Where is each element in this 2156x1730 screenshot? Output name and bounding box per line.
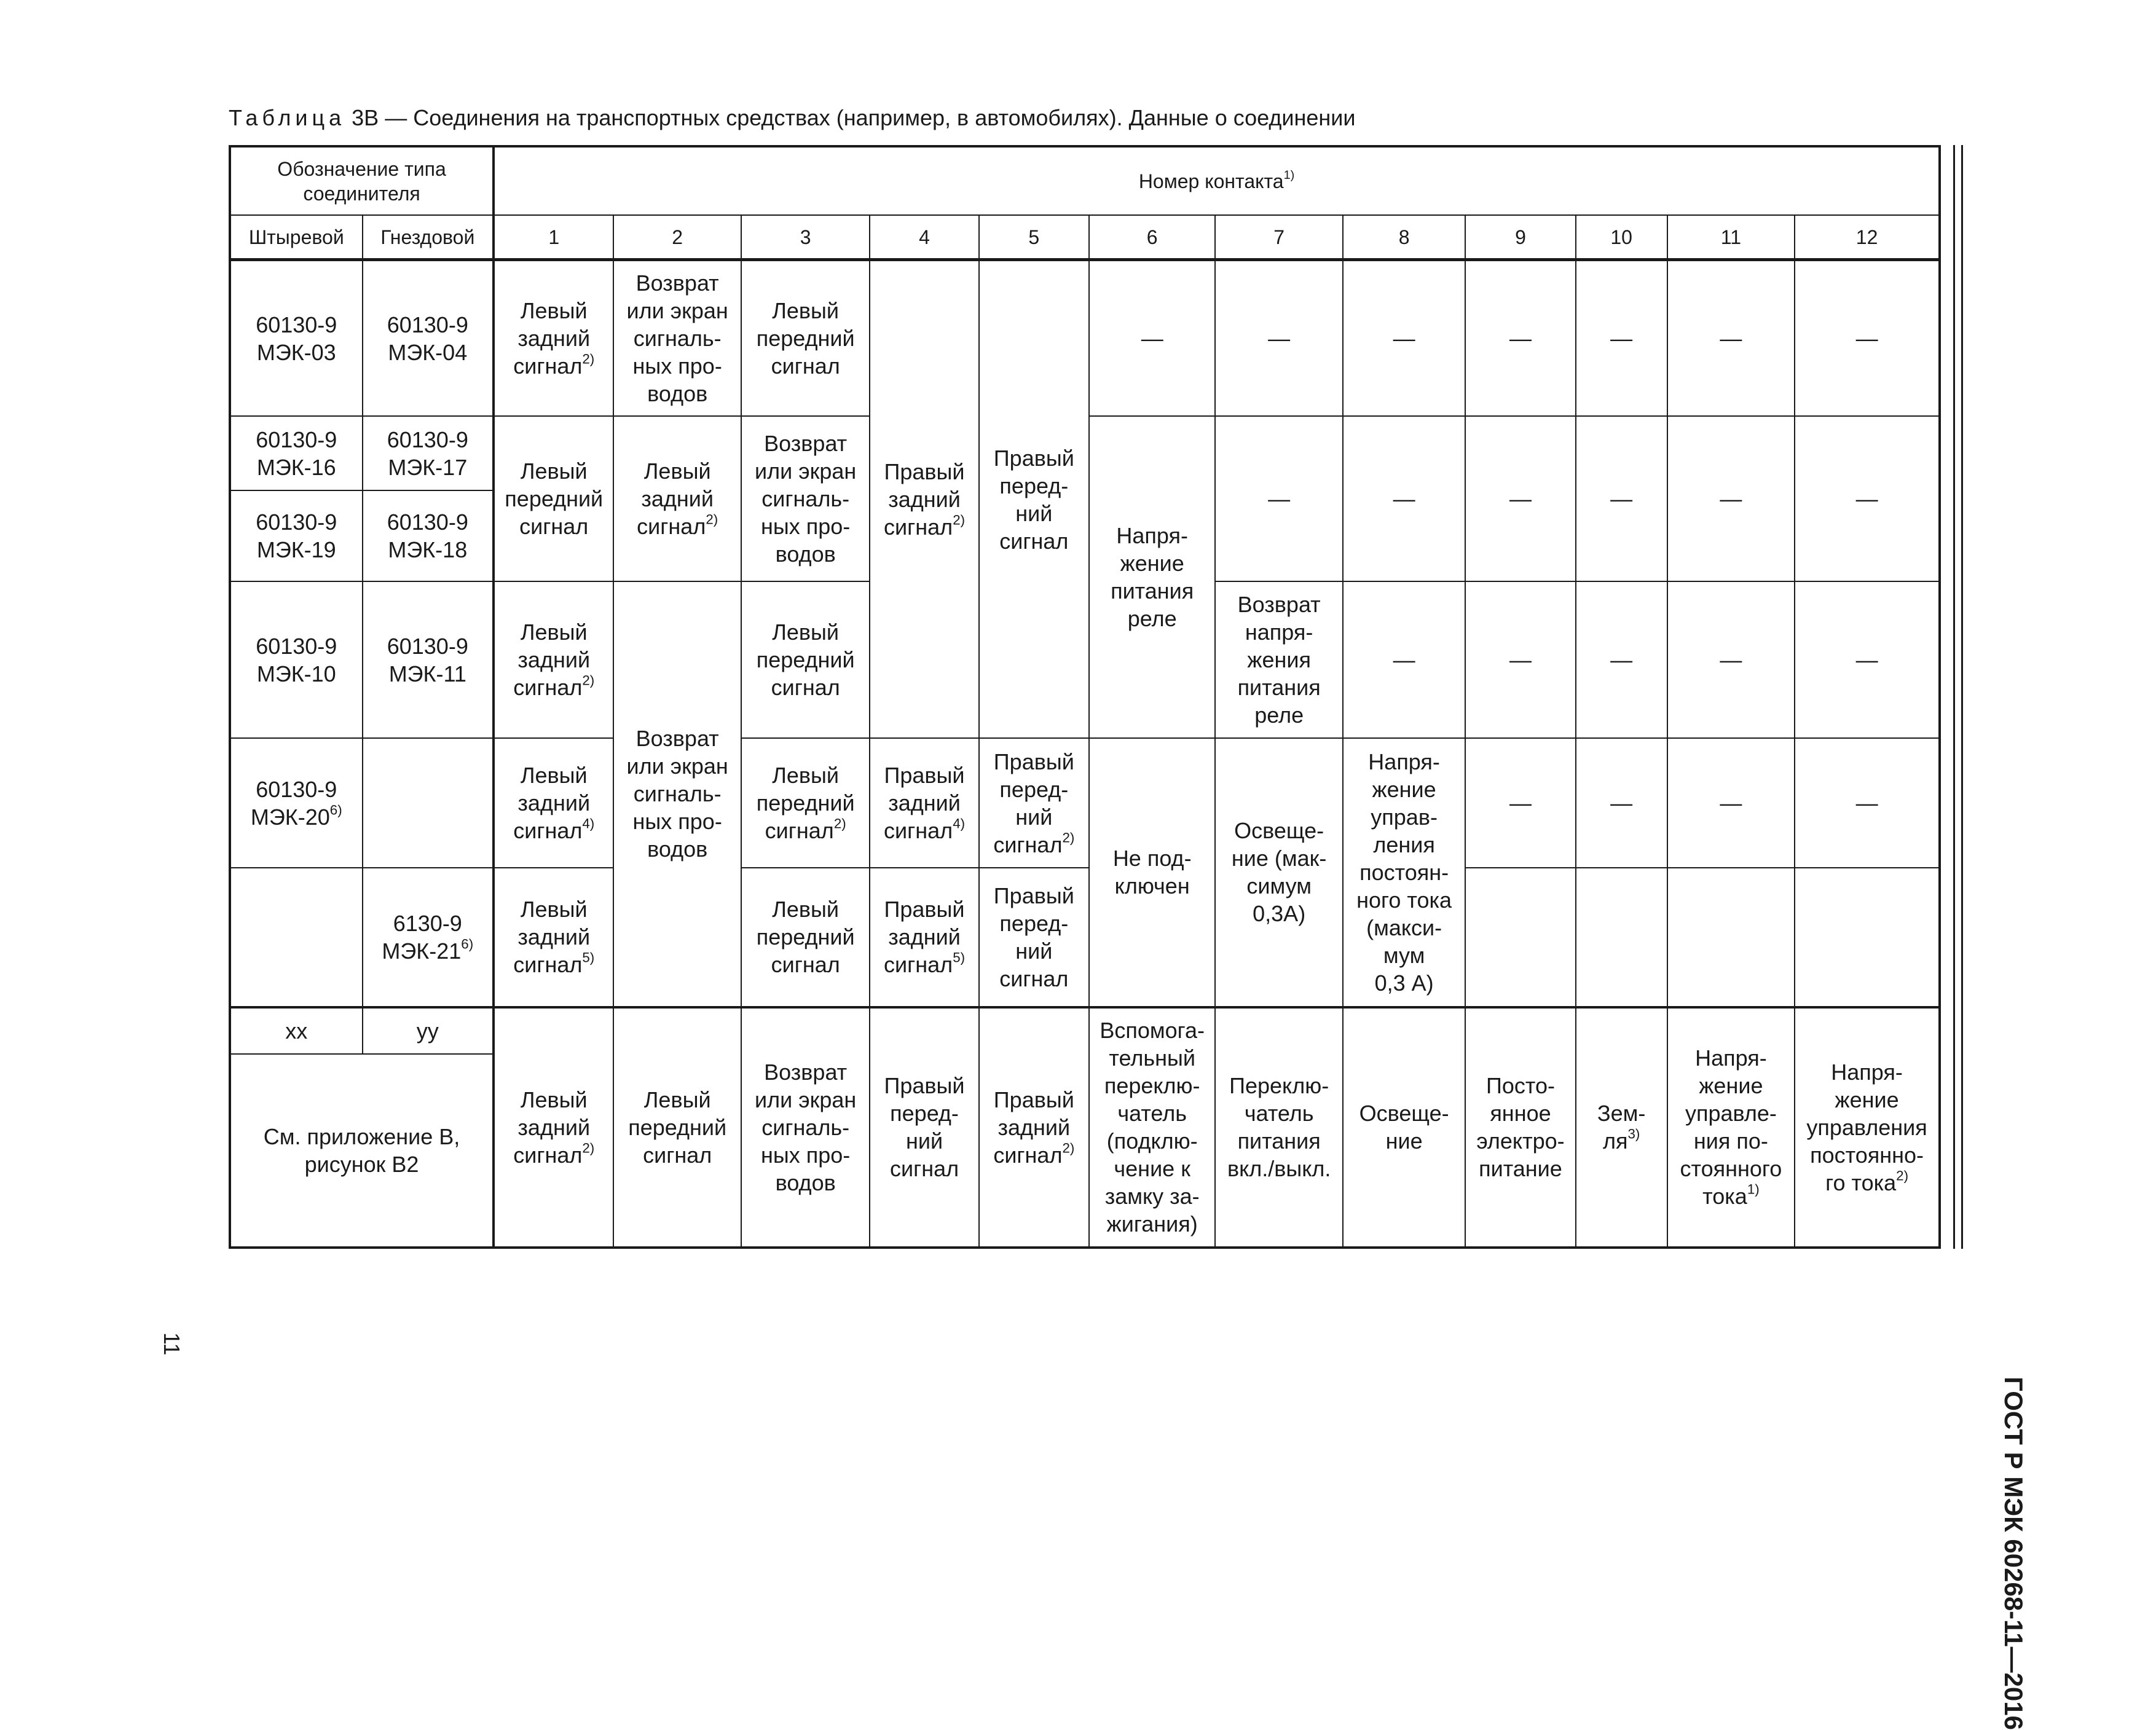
contact-cell: — [1465, 260, 1575, 417]
contact-cell: Возврат или экран сигналь- ных про- водов [741, 1007, 870, 1248]
contact-cell: — [1795, 738, 1940, 868]
male-connector: 60130-9 МЭК-03 [230, 260, 363, 417]
female-connector: 60130-9 МЭК-11 [363, 581, 494, 738]
contact-cell: Правый перед- ний сигнал$^{2)}$ [979, 738, 1089, 868]
contact-number-header: Номер контакта$^{1)}$ [494, 146, 1940, 215]
female-connector: 60130-9 МЭК-04 [363, 260, 494, 417]
contact-cell: — [1667, 416, 1795, 581]
contact-cell: — [1215, 260, 1342, 417]
caption-text: 3В — Соединения на транспортных средствах (например, в автомобилях). Данные о соединении [345, 105, 1356, 130]
male-connector: 60130-9 МЭК-20$^{6)}$ [230, 738, 363, 868]
contact-cell [1795, 868, 1940, 1007]
contact-cell: — [1089, 260, 1215, 417]
contact-cell: Правый перед- ний сигнал [870, 1007, 978, 1248]
female-connector: 60130-9 МЭК-18 [363, 490, 494, 581]
contact-num-2: 2 [613, 215, 741, 259]
contact-cell: Зем- $ля^{3)}$ [1576, 1007, 1667, 1248]
contact-cell: Левый задний сигнал$^{2)}$ [494, 260, 613, 417]
contact-cell: Напря- жение питания реле [1089, 416, 1215, 738]
caption-label: Таблица [229, 105, 346, 130]
designation-header: Обозначение типа соединителя [230, 146, 494, 215]
contact-cell: Освеще- ние [1343, 1007, 1465, 1248]
contact-cell: Правый перед- ний сигнал [979, 260, 1089, 739]
female-header: Гнездовой [363, 215, 494, 259]
contact-cell: Правый задний сигнал$^{2)}$ [979, 1007, 1089, 1248]
female-connector: yy [363, 1007, 494, 1054]
male-connector: xx [230, 1007, 363, 1054]
contact-num-7: 7 [1215, 215, 1342, 259]
contact-cell: Левый задний сигнал$^{2)}$ [494, 581, 613, 738]
connection-table [229, 145, 1941, 1249]
contact-cell: — [1215, 416, 1342, 581]
contact-cell: Левый задний сигнал$^{2)}$ [494, 1007, 613, 1248]
standard-code: ГОСТ Р МЭК 60268-11—2016 [1999, 1377, 2028, 1730]
contact-num-5: 5 [979, 215, 1089, 259]
contact-cell: — [1795, 260, 1940, 417]
contact-cell: — [1576, 416, 1667, 581]
table-caption [229, 103, 1356, 133]
contact-cell: — [1343, 581, 1465, 738]
contact-cell: — [1667, 581, 1795, 738]
contact-cell: — [1667, 260, 1795, 417]
contact-cell: Левый передний сигнал [613, 1007, 741, 1248]
contact-cell: Переклю- чатель питания вкл./выкл. [1215, 1007, 1342, 1248]
contact-cell: Вспомога- тельный переклю- чатель (подклю- чение к замку за- жигания) [1089, 1007, 1215, 1248]
female-connector [363, 738, 494, 868]
contact-num-12: 12 [1795, 215, 1940, 259]
contact-cell: — [1465, 416, 1575, 581]
contact-cell: Левый передний сигнал [494, 416, 613, 581]
contact-cell: Левый передний сигнал$^{2)}$ [741, 738, 870, 868]
contact-cell: Возврат или экран сигналь- ных про- водов [741, 416, 870, 581]
contact-cell: Правый задний сигнал$^{2)}$ [870, 260, 978, 739]
male-connector: 60130-9 МЭК-10 [230, 581, 363, 738]
contact-cell: — [1667, 738, 1795, 868]
contact-cell: Освеще- ние (мак- симум 0,3А) [1215, 738, 1342, 1007]
male-connector: 60130-9 МЭК-16 [230, 416, 363, 490]
contact-cell: Левый задний сигнал$^{4)}$ [494, 738, 613, 868]
contact-cell: Правый перед- ний сигнал [979, 868, 1089, 1007]
contact-cell: — [1465, 581, 1575, 738]
contact-num-4: 4 [870, 215, 978, 259]
contact-cell: — [1795, 581, 1940, 738]
contact-cell: Напря- жение управления постоянно- го тока$^{2)}$ [1795, 1007, 1940, 1248]
contact-cell: Левый передний сигнал [741, 260, 870, 417]
contact-num-8: 8 [1343, 215, 1465, 259]
contact-cell [1667, 868, 1795, 1007]
contact-cell: — [1343, 416, 1465, 581]
female-connector: 6130-9 МЭК-21$^{6)}$ [363, 868, 494, 1007]
contact-num-3: 3 [741, 215, 870, 259]
page-number: 11 [159, 1332, 184, 1356]
female-connector: 60130-9 МЭК-17 [363, 416, 494, 490]
contact-cell: — [1795, 416, 1940, 581]
contact-cell: Правый задний сигнал$^{4)}$ [870, 738, 978, 868]
male-header: Штыревой [230, 215, 363, 259]
contact-cell: Левый задний сигнал$^{5)}$ [494, 868, 613, 1007]
contact-cell: Посто- янное электро- питание [1465, 1007, 1575, 1248]
contact-cell: — [1343, 260, 1465, 417]
contact-num-9: 9 [1465, 215, 1575, 259]
contact-num-1: 1 [494, 215, 613, 259]
contact-cell: — [1576, 260, 1667, 417]
contact-cell: Напря- жение управ- ления постоян- ного тока (макси- мум 0,3 А) [1343, 738, 1465, 1007]
margin-rule [1953, 145, 1963, 1249]
contact-cell: — [1576, 738, 1667, 868]
male-connector: 60130-9 МЭК-19 [230, 490, 363, 581]
contact-num-11: 11 [1667, 215, 1795, 259]
contact-cell: Не под- ключен [1089, 738, 1215, 1007]
contact-cell [1576, 868, 1667, 1007]
contact-cell: — [1576, 581, 1667, 738]
contact-cell: Возврат или экран сигналь- ных про- водов [613, 581, 741, 1007]
contact-cell: — [1465, 738, 1575, 868]
contact-cell: Напря- жение управле- ния по- стоянного тока$^{1)}$ [1667, 1007, 1795, 1248]
contact-cell [1465, 868, 1575, 1007]
contact-num-10: 10 [1576, 215, 1667, 259]
contact-cell: Возврат напря- жения питания реле [1215, 581, 1342, 738]
contact-cell: Левый передний сигнал [741, 581, 870, 738]
contact-cell: Левый передний сигнал [741, 868, 870, 1007]
contact-cell: Левый задний сигнал$^{2)}$ [613, 416, 741, 581]
contact-cell: Правый задний сигнал$^{5)}$ [870, 868, 978, 1007]
male-connector [230, 868, 363, 1007]
appendix-reference: См. приложение В, рисунок В2 [230, 1054, 494, 1248]
contact-cell: Возврат или экран сигналь- ных про- водов [613, 260, 741, 417]
contact-num-6: 6 [1089, 215, 1215, 259]
